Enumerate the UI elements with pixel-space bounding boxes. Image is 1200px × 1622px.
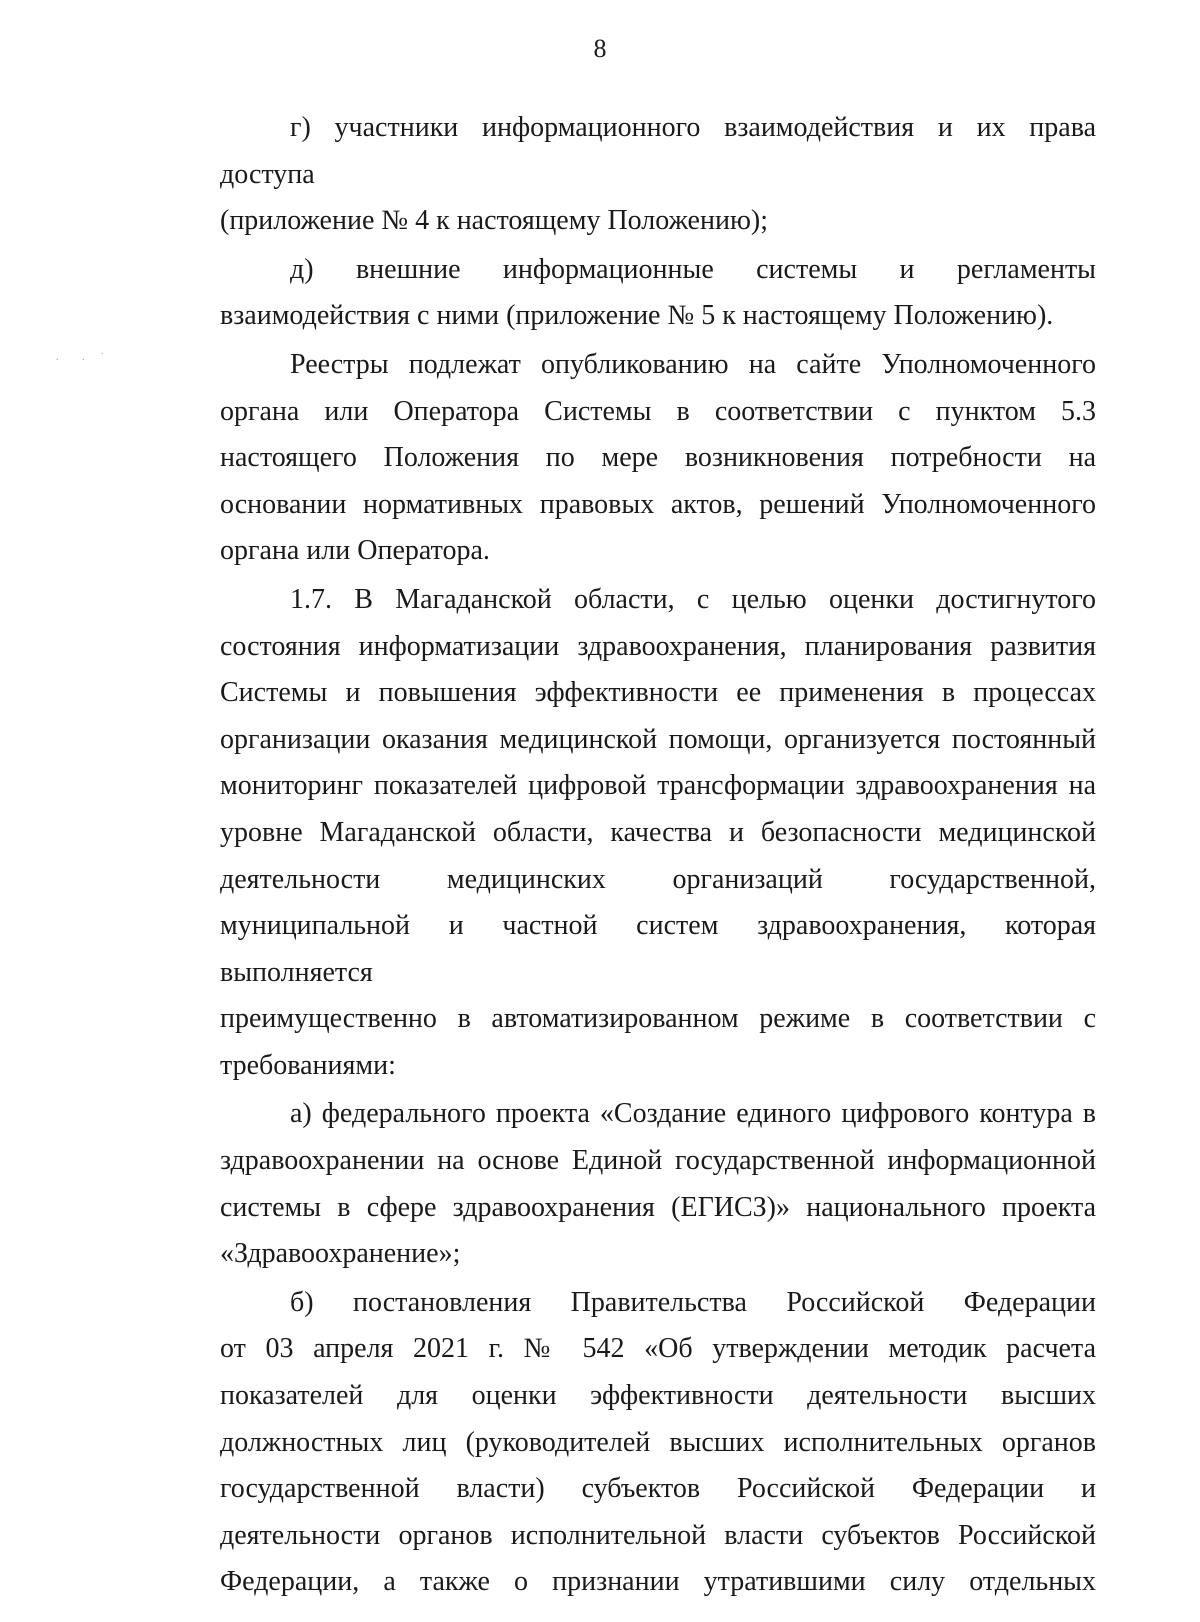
text-line: деятельности медицинских организаций государственной, xyxy=(220,863,1096,895)
text-line: организации оказания медицинской помощи, организуется постоянный xyxy=(220,723,1096,755)
text-line: требованиями: xyxy=(220,1049,396,1081)
text-line: д) внешние информационные системы и регламенты xyxy=(290,253,1096,285)
scan-speck: . xyxy=(56,352,59,363)
paragraph-registries xyxy=(220,342,1096,575)
text-line: деятельности органов исполнительной власти субъектов Российской xyxy=(220,1519,1096,1551)
text-line: б) постановления Правительства Российской Федерации xyxy=(290,1286,1096,1318)
paragraph-item-a xyxy=(220,1091,1096,1277)
page-number: 8 xyxy=(593,34,607,63)
text-line: состояния информатизации здравоохранения, планирования развития xyxy=(220,630,1096,662)
text-line: органа или Оператора Системы в соответствии с пунктом 5.3 xyxy=(220,395,1096,427)
text-line: г) участники информационного взаимодействия и их права доступа xyxy=(220,112,1096,190)
text-line: от 03 апреля 2021 г. № 542 «Об утверждении методик расчета xyxy=(220,1333,1096,1365)
text-line: а) федерального проекта «Создание единого цифрового контура в xyxy=(290,1098,1096,1130)
text-line: Федерации, а также о признании утратившими силу отдельных xyxy=(220,1566,1096,1598)
text-line: преимущественно в автоматизированном режиме в соответствии с xyxy=(220,1003,1096,1035)
text-line: «Здравоохранение»; xyxy=(220,1238,461,1270)
paragraph-1-7 xyxy=(220,577,1096,1090)
text-line: (приложение № 4 к настоящему Положению); xyxy=(220,205,768,237)
text-line: 1.7. В Магаданской области, с целью оценки достигнутого xyxy=(290,583,1096,615)
paragraph-item-d xyxy=(220,247,1096,340)
paragraph-item-b xyxy=(220,1280,1096,1606)
text-line: мониторинг показателей цифровой трансформации здравоохранения на xyxy=(220,770,1096,802)
text-line: основании нормативных правовых актов, решений Уполномоченного xyxy=(220,488,1096,520)
text-line: уровне Магаданской области, качества и безопасности медицинской xyxy=(220,816,1096,848)
text-line: системы в сфере здравоохранения (ЕГИСЗ)» национального проекта xyxy=(220,1191,1096,1223)
text-line: муниципальной и частной систем здравоохранения, которая выполняется xyxy=(220,910,1096,988)
paragraph-item-g xyxy=(220,105,1096,245)
text-line: Реестры подлежат опубликованию на сайте Уполномоченного xyxy=(290,348,1096,380)
text-line: должностных лиц (руководителей высших исполнительных органов xyxy=(220,1426,1096,1458)
text-line: государственной власти) субъектов Российской Федерации и xyxy=(220,1473,1096,1505)
text-line: настоящего Положения по мере возникновения потребности на xyxy=(220,442,1096,474)
document-body xyxy=(220,103,1096,1606)
text-line: взаимодействия с ними (приложение № 5 к настоящему Положению). xyxy=(220,300,1054,332)
scan-speck: . xyxy=(82,352,85,363)
text-line: показателей для оценки эффективности деятельности высших xyxy=(220,1380,1096,1412)
text-line: органа или Оператора. xyxy=(220,535,490,567)
text-line: здравоохранении на основе Единой государственной информационной xyxy=(220,1145,1096,1177)
text-line: Системы и повышения эффективности ее применения в процессах xyxy=(220,677,1096,709)
scan-speck: . xyxy=(101,346,104,357)
